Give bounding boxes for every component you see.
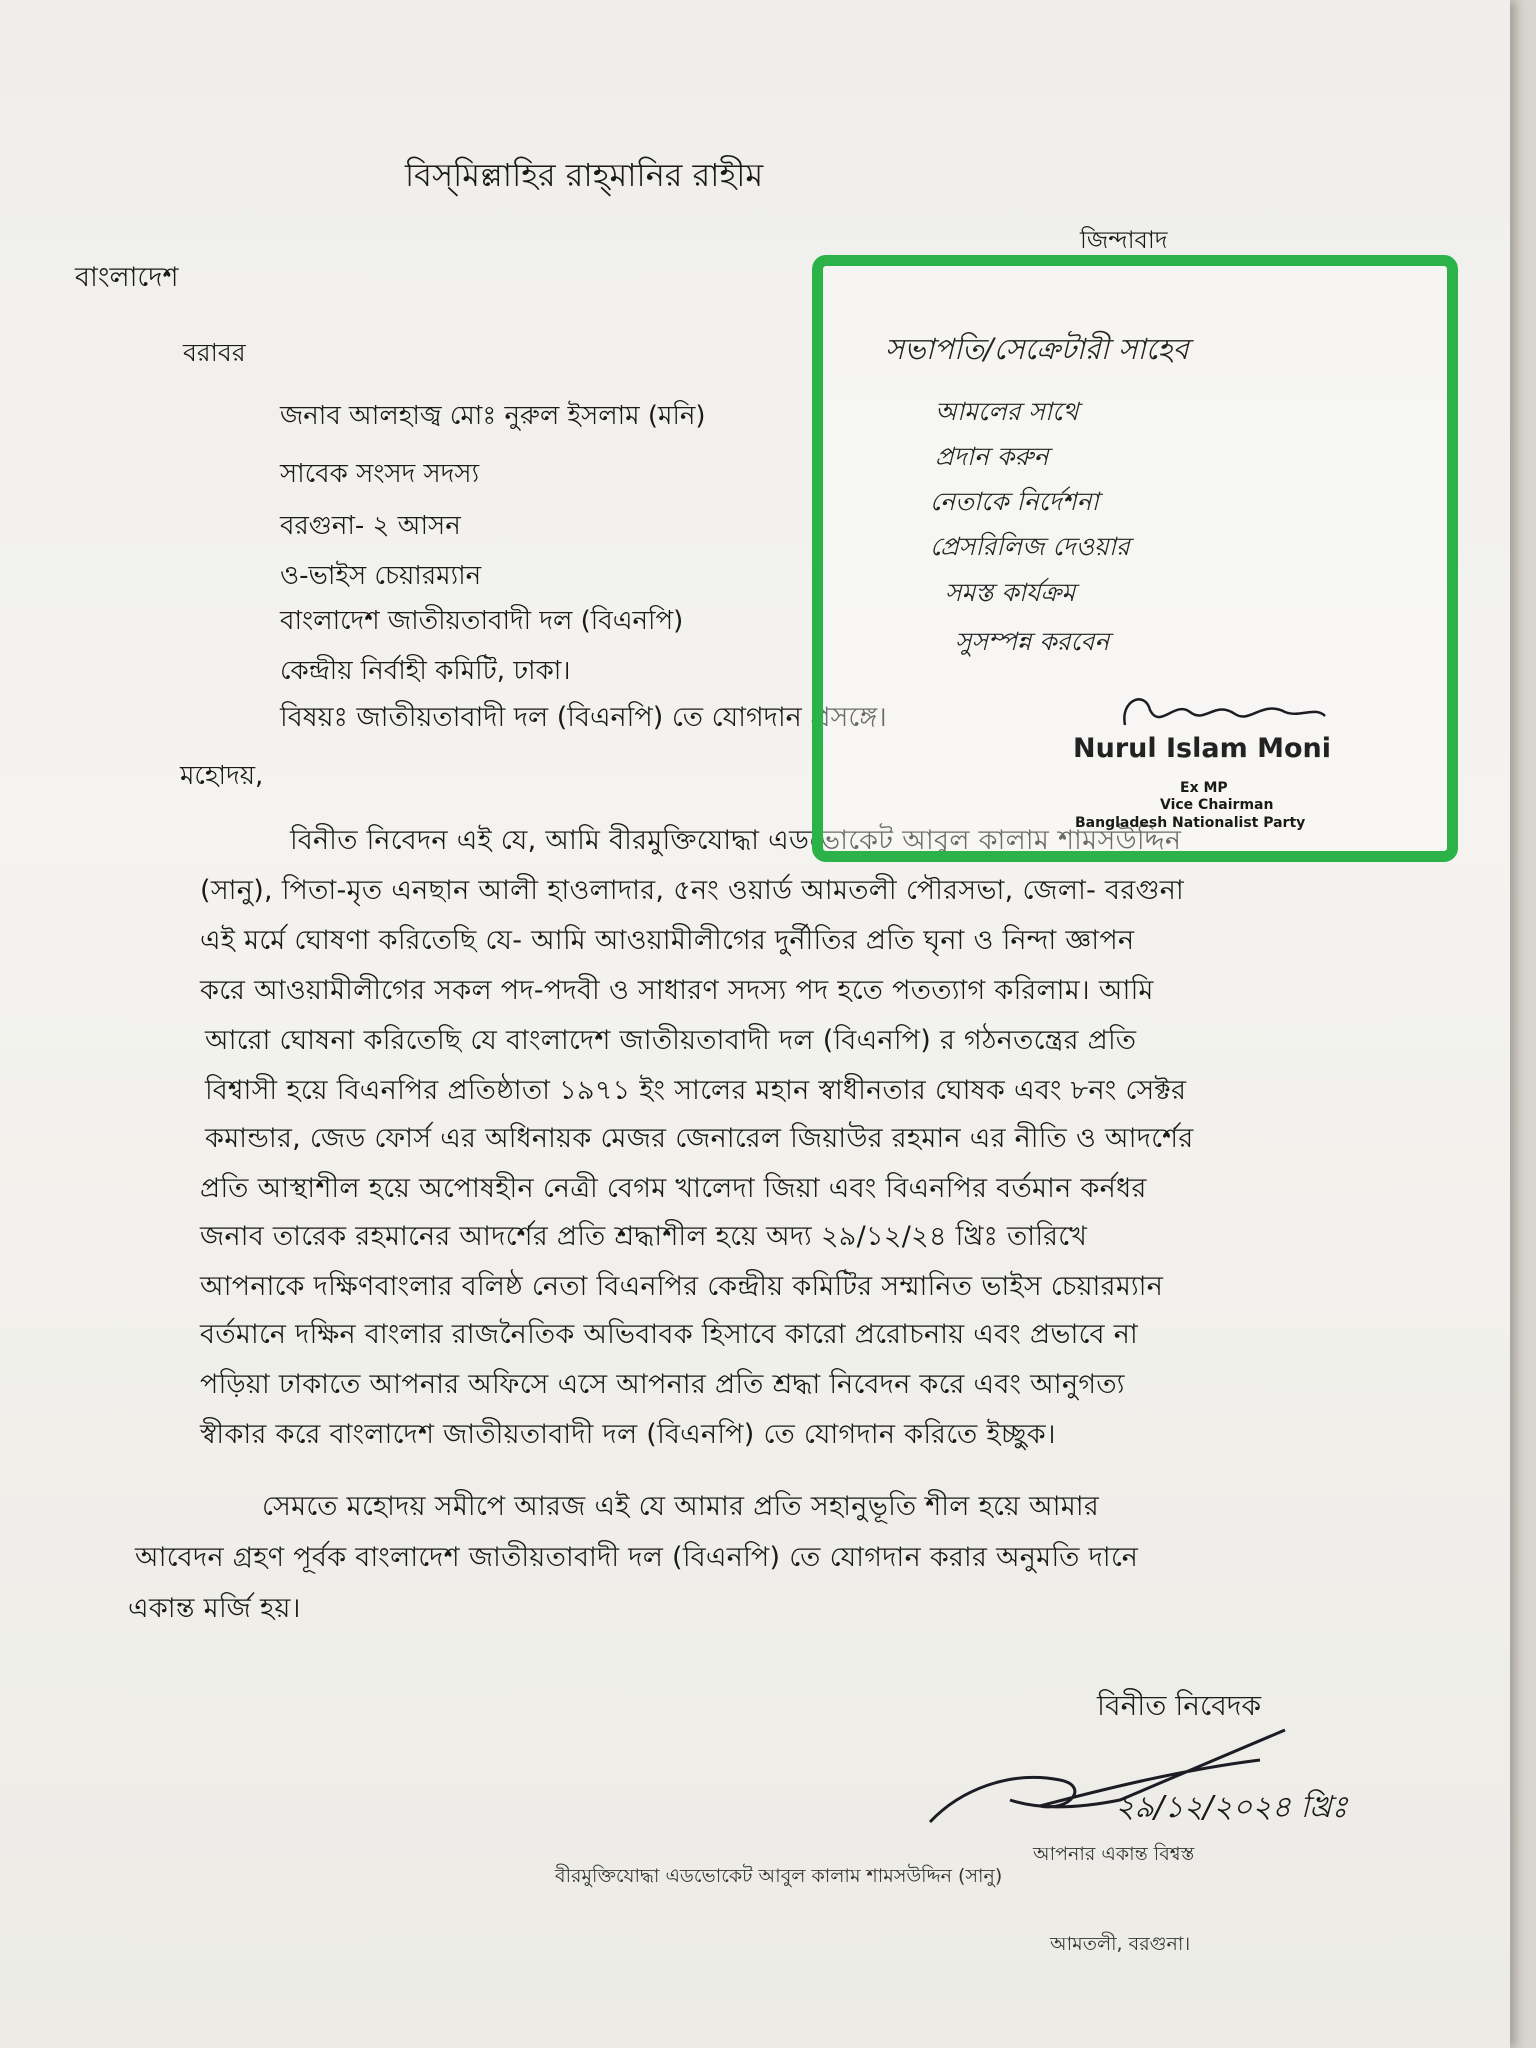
body-line: আরো ঘোষনা করিতেছি যে বাংলাদেশ জাতীয়তাবাদী দল (বিএনপি) র গঠনতন্ত্রের প্রতি <box>205 1025 1137 1056</box>
handwritten-note-line: প্রেসরিলিজ দেওয়ার <box>930 532 1130 561</box>
body-line: কমান্ডার, জেড ফোর্স এর অধিনায়ক মেজর জেনারেল জিয়াউর রহমান এর নীতি ও আদর্শের <box>205 1123 1194 1154</box>
yours-faithfully: আপনার একান্ত বিশ্বস্ত <box>1033 1843 1195 1865</box>
request-line: একান্ত মর্জি হয়। <box>128 1593 301 1624</box>
body-line: বিনীত নিবেদন এই যে, আমি বীরমুক্তিযোদ্ধা এডভোকেট আবুল কালাম শামসউদ্দিন <box>290 825 1182 856</box>
recipient-line: কেন্দ্রীয় নির্বাহী কমিটি, ঢাকা। <box>280 656 571 686</box>
sender-place: আমতলী, বরগুনা। <box>1050 1933 1191 1955</box>
salutation: মহোদয়, <box>180 761 264 791</box>
request-line: সেমতে মহোদয় সমীপে আরজ এই যে আমার প্রতি সহানুভূতি শীল হয়ে আমার <box>262 1491 1100 1522</box>
country-label: বাংলাদেশ <box>75 262 179 293</box>
seal-ex-mp: Ex MP <box>1180 780 1228 796</box>
body-line: (সানু), পিতা-মৃত এনছান আলী হাওলাদার, ৫নং ওয়ার্ড আমতলী পৌরসভা, জেলা- বরগুনা <box>200 875 1184 906</box>
recipient-line: ও-ভাইস চেয়ারম্যান <box>280 561 482 591</box>
handwritten-note-line: সমস্ত কার্যক্রম <box>945 578 1076 607</box>
body-line: জনাব তারেক রহমানের আদর্শের প্রতি শ্রদ্ধাশীল হয়ে অদ্য ২৯/১২/২৪ খ্রিঃ তারিখে <box>200 1221 1088 1252</box>
body-line: প্রতি আস্থাশীল হয়ে অপোষহীন নেত্রী বেগম খালেদা জিয়া এবং বিএনপির বর্তমান কর্নধর <box>200 1173 1147 1204</box>
seal-name: Nurul Islam Moni <box>1073 733 1332 764</box>
body-line: আপনাকে দক্ষিণবাংলার বলিষ্ঠ নেতা বিএনপির কেন্দ্রীয় কমিটির সম্মানিত ভাইস চেয়ারম্যান <box>200 1271 1164 1302</box>
request-line: আবেদন গ্রহণ পূর্বক বাংলাদেশ জাতীয়তাবাদী দল (বিএনপি) তে যোগদান করার অনুমতি দানে <box>135 1542 1139 1573</box>
body-line: এই মর্মে ঘোষণা করিতেছি যে- আমি আওয়ামীলীগের দুর্নীতির প্রতি ঘৃনা ও নিন্দা জ্ঞাপন <box>200 925 1135 956</box>
recipient-line: সাবেক সংসদ সদস্য <box>280 459 480 489</box>
recipient-line: জনাব আলহাজ্ব মোঃ নুরুল ইসলাম (মনি) <box>280 401 706 431</box>
body-line: বিশ্বাসী হয়ে বিএনপির প্রতিষ্ঠাতা ১৯৭১ ইং সালের মহান স্বাধীনতার ঘোষক এবং ৮নং সেক্টর <box>205 1075 1187 1106</box>
handwritten-note-line: সভাপতি/সেক্রেটারী সাহেব <box>885 332 1189 366</box>
to-label: বরাবর <box>183 338 246 367</box>
zindabad-text: জিন্দাবাদ <box>1080 226 1168 254</box>
signature-date: ২৯/১২/২০২৪ খ্রিঃ <box>1115 1790 1348 1825</box>
recipient-line: বরগুনা- ২ আসন <box>280 511 461 541</box>
body-line: করে আওয়ামীলীগের সকল পদ-পদবী ও সাধারণ সদস্য পদ হতে পতত্যাগ করিলাম। আমি <box>200 975 1154 1006</box>
handwritten-note-line: আমলের সাথে <box>935 397 1079 426</box>
handwritten-note-line: নেতাকে নির্দেশনা <box>930 487 1099 516</box>
handwritten-note-line: প্রদান করুন <box>935 442 1049 471</box>
body-line: পড়িয়া ঢাকাতে আপনার অফিসে এসে আপনার প্রতি শ্রদ্ধা নিবেদন করে এবং আনুগত্য <box>200 1369 1125 1400</box>
subject-line: বিষয়ঃ জাতীয়তাবাদী দল (বিএনপি) তে যোগদান প্রসঙ্গে। <box>280 702 887 733</box>
seal-party: Bangladesh Nationalist Party <box>1075 815 1306 831</box>
recipient-line: বাংলাদেশ জাতীয়তাবাদী দল (বিএনপি) <box>280 606 684 636</box>
bismillah-heading: বিস্‌মিল্লাহির রাহ্‌মানির রাহীম <box>405 156 764 194</box>
body-line: বর্তমানে দক্ষিন বাংলার রাজনৈতিক অভিবাবক হিসাবে কারো প্ররোচনায় এবং প্রভাবে না <box>200 1319 1138 1350</box>
closing-text: বিনীত নিবেদক <box>1097 1689 1262 1722</box>
seal-title: Vice Chairman <box>1160 797 1274 813</box>
handwritten-note-line: সুসম্পন্ন করবেন <box>955 627 1110 656</box>
body-line: স্বীকার করে বাংলাদেশ জাতীয়তাবাদী দল (বিএনপি) তে যোগদান করিতে ইচ্ছুক। <box>200 1419 1056 1450</box>
sender-name: বীরমুক্তিযোদ্ধা এডভোকেট আবুল কালাম শামসউদ্দিন (সানু) <box>555 1865 1003 1887</box>
